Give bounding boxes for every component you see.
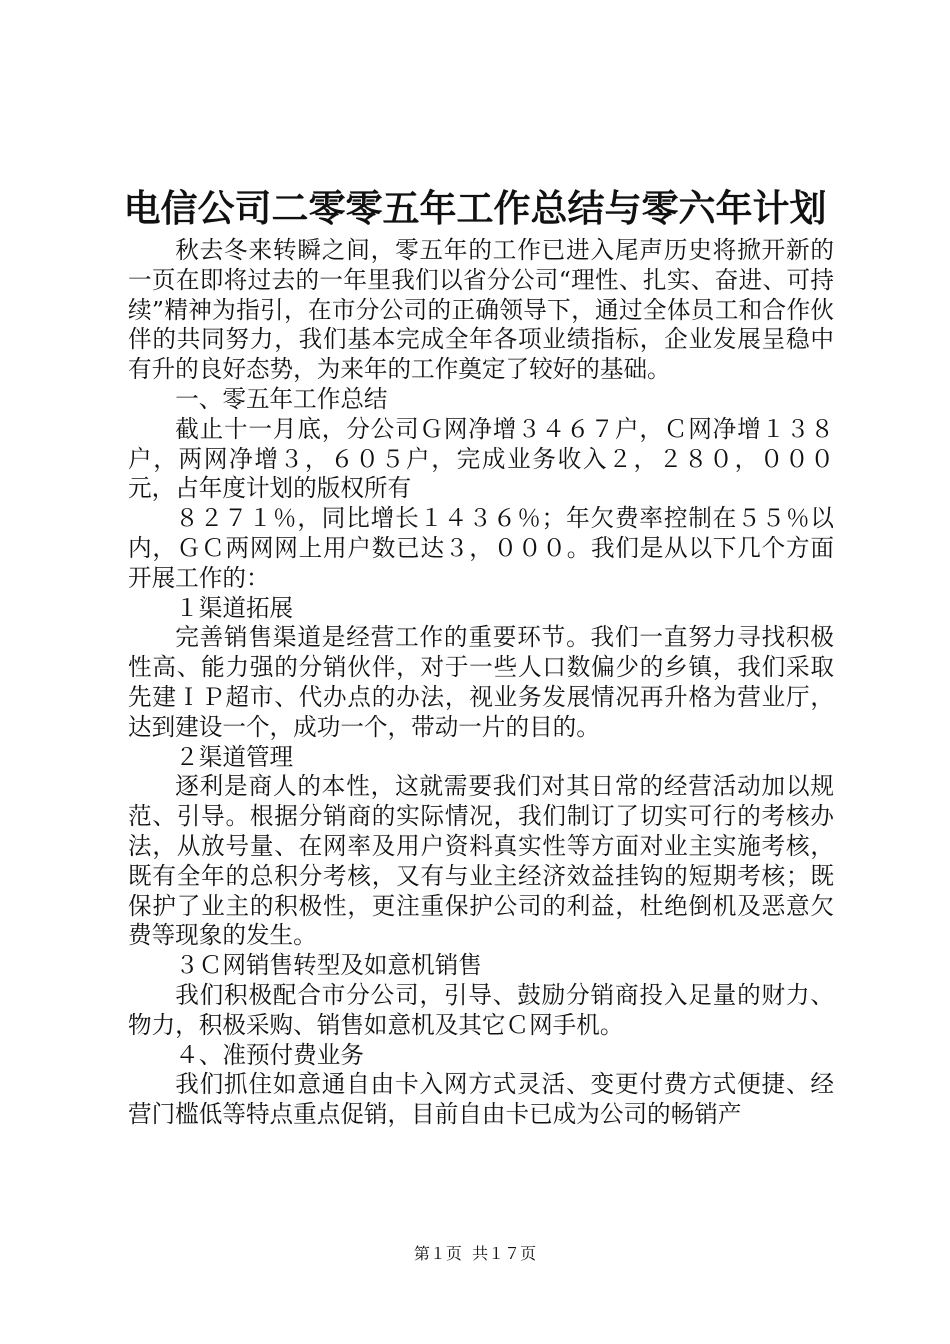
subheading-c-network-sales: ３Ｃ网销售转型及如意机销售 xyxy=(175,951,482,980)
paragraph-channel-management: 逐利是商人的本性，这就需要我们对其日常的经营活动加以规范、引导。根据分销商的实际情况，我们制订了切实可行的考核办法，从放号量、在网率及用户资料真实性等方面对业主实施考核，既有全年的总积分考核，又有与业主经济效益挂钩的短期考核；既保护了业主的积极性，更注重保护公司的利益，杜绝倒机及恶意欠费等现象的发生。 xyxy=(128,772,834,950)
page-number-label: 第１页 共１７页 xyxy=(413,1244,537,1263)
subheading-prepaid-business: ４、准预付费业务 xyxy=(175,1040,364,1069)
paragraph-prepaid-business: 我们抓住如意通自由卡入网方式灵活、变更付费方式便捷、经营门槛低等特点重点促销，目前自由卡已成为公司的畅销产 xyxy=(128,1070,834,1129)
paragraph-channel-expansion: 完善销售渠道是经营工作的重要环节。我们一直努力寻找积极性高、能力强的分销伙伴，对于一些人口数偏少的乡镇，我们采取先建ＩＰ超市、代办点的办法，视业务发展情况再升格为营业厅，达到建设一个，成功一个，带动一片的目的。 xyxy=(128,623,834,741)
page-footer xyxy=(0,1242,950,1266)
paragraph-stats-2: ８２７１％，同比增长１４３６％；年欠费率控制在５５％以内，ＧＣ两网网上用户数已达３，０００。我们是从以下几个方面开展工作的： xyxy=(128,504,834,592)
paragraph-c-network-sales: 我们积极配合市分公司，引导、鼓励分销商投入足量的财力、物力，积极采购、销售如意机及其它Ｃ网手机。 xyxy=(128,980,834,1039)
subheading-channel-management: ２渠道管理 xyxy=(175,742,294,771)
section-heading-summary: 一、零五年工作总结 xyxy=(175,384,388,413)
paragraph-intro: 秋去冬来转瞬之间，零五年的工作已进入尾声历史将掀开新的一页在即将过去的一年里我们以省分公司“理性、扎实、奋进、可持续”精神为指引，在市分公司的正确领导下，通过全体员工和合作伙伴的共同努力，我们基本完成全年各项业绩指标，企业发展呈稳中有升的良好态势，为来年的工作奠定了较好的基础。 xyxy=(128,236,834,384)
subheading-channel-expansion: １渠道拓展 xyxy=(175,593,294,622)
document-title: 电信公司二零零五年工作总结与零六年计划 xyxy=(123,186,827,230)
document-body xyxy=(128,236,834,1130)
paragraph-stats-1: 截止十一月底，分公司Ｇ网净增３４６７户，Ｃ网净增１３８户，两网净增３，６０５户，完成业务收入２，２８０，０００元，占年度计划的版权所有 xyxy=(128,414,834,503)
